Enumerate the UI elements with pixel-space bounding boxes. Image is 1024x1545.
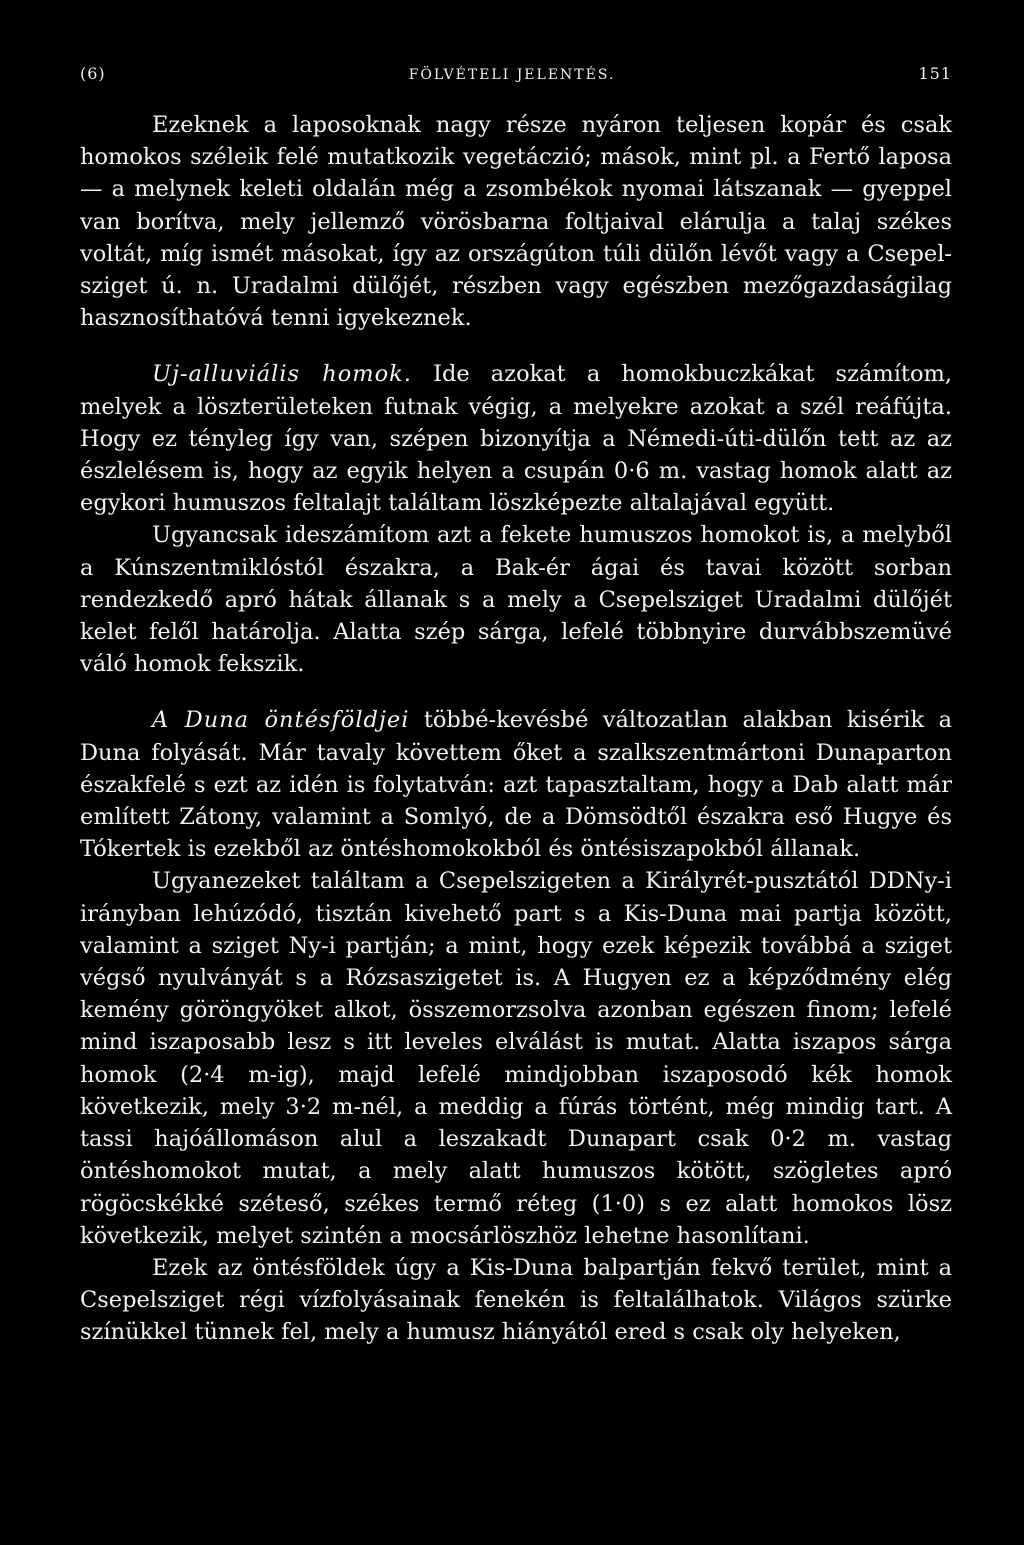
paragraph bbox=[80, 865, 952, 1251]
paragraph-text: Ugyanezeket találtam a Csepelszigeten a Királyrét-pusztától DDNy-i irányban lehúzódó, tisztán kivehető part s a Kis-Duna mai partja között, valamint a sziget Ny-i partján; a mint, hogy ezek képezik továbbá a sziget végső nyulványát s a Rózsaszigetet is. A Hugyen ez a képződmény elég kemény göröngyöket alkot, összemorzsolva azonban egészen finom; lefelé mind iszaposabb lesz s itt leveles elválást is mutat. Alatta iszapos sárga homok (2·4 m-ig), majd lefelé mindjobban iszaposodó kék homok következik, mely 3·2 m-nél, a meddig a fúrás történt, még mindig tart. A tassi hajóállomáson alul a leszakadt Dunapart csak 0·2 m. vastag öntéshomokot mutat, a mely alatt humuszos kötött, szögletes apró rögöcskékké széteső, székes termő réteg (1·0) s ez alatt homokos lösz következik, melyet szintén a mocsárlöszhöz lehetne hasonlítani. bbox=[80, 868, 952, 1249]
paragraph bbox=[80, 358, 952, 519]
document-page bbox=[80, 64, 952, 1349]
page-number: 151 bbox=[918, 64, 952, 83]
section-heading: Uj-alluviális homok. bbox=[152, 361, 412, 388]
paragraph bbox=[80, 519, 952, 680]
paragraph bbox=[80, 704, 952, 865]
running-title: FÖLVÉTELI JELENTÉS. bbox=[408, 67, 616, 83]
paragraph bbox=[80, 1252, 952, 1349]
paragraph-text: Ezeknek a laposoknak nagy része nyáron teljesen kopár és csak homokos széleik felé mutatkozik vegetáczió; mások, mint pl. a Fertő laposa — a melynek keleti oldalán még a zsombékok nyomai látszanak — gyeppel van borítva, mely jellemző vörösbarna foltjaival elárulja a talaj székes voltát, míg ismét másokat, így az országúton túli dülőn lévőt vagy a Csepel-sziget ú. n. Uradalmi dülőjét, részben vagy egészben mezőgazdaságilag hasznosíthatóvá tenni igyekeznek. bbox=[80, 112, 952, 332]
section-marker: (6) bbox=[80, 64, 106, 83]
section-heading: A Duna öntésföldjei bbox=[152, 707, 410, 734]
paragraph-text: Ide azokat a homokbuczkákat számítom, melyek a löszterületeken futnak végig, a melyekre azokat a szél reáfújta. Hogy ez tényleg így van, szépen bizonyítja a Némedi-úti-dülőn tett az az észlelésem is, hogy az egyik helyen a csupán 0·6 m. vastag homok alatt az egykori humuszos feltalajt találtam löszképezte altalajával együtt. bbox=[80, 361, 952, 517]
body-text bbox=[80, 109, 952, 1349]
paragraph bbox=[80, 109, 952, 334]
paragraph-text: Ugyancsak ideszámítom azt a fekete humuszos homokot is, a melyből a Kúnszentmiklóstól északra, a Bak-ér ágai és tavai között sorban rendezkedő apró hátak állanak s a mely a Csepelsziget Uradalmi dülőjét kelet felől határolja. Alatta szép sárga, lefelé többnyire durvábbszemüvé váló homok fekszik. bbox=[80, 522, 952, 678]
paragraph-text: többé-kevésbé változatlan alakban kisérik a Duna folyását. Már tavaly követtem őket a szalkszentmártoni Dunaparton északfelé s ezt az idén is folytatván: azt tapasztaltam, hogy a Dab alatt már említett Zátony, valamint a Somlyó, de a Dömsödtől északra eső Hugye és Tókertek is ezekből az öntéshomokokból és öntésiszapokból állanak. bbox=[80, 707, 953, 863]
page-header bbox=[80, 64, 952, 83]
paragraph-text: Ezek az öntésföldek úgy a Kis-Duna balpartján fekvő terület, mint a Csepelsziget régi vízfolyásainak fenekén is feltalálhatok. Világos szürke színükkel tünnek fel, mely a humusz hiányától ered s csak oly helyeken, bbox=[80, 1254, 952, 1346]
